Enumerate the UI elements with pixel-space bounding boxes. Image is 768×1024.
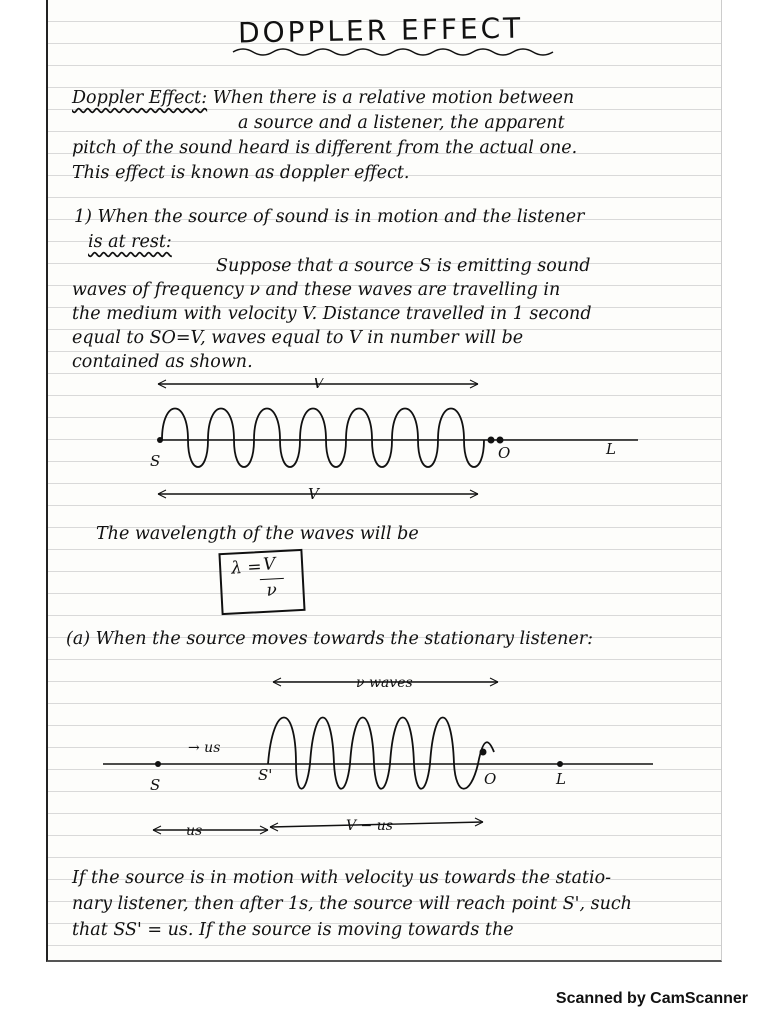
formula-denominator: ν [265, 580, 278, 601]
diagram2-point-l: L [556, 770, 566, 788]
diagram1-point-s: S [150, 452, 161, 470]
case1-line-5: the medium with velocity V. Distance travelled in 1 second [72, 304, 592, 324]
diagram1-bottom-label: V [308, 485, 319, 503]
diagram2-bottom-right: V − us [346, 818, 393, 834]
diagram2-point-s: S [150, 776, 161, 794]
closing-line-2: nary listener, then after 1s, the source will reach point S', such [72, 894, 632, 914]
diagram2-top-label: ν waves [356, 675, 413, 691]
diagram1-point-s-dot [157, 437, 163, 443]
scanner-watermark: Scanned by CamScanner [555, 990, 748, 1007]
diagram2-point-o: O [484, 770, 497, 788]
diagram2-arrow-label: → us [188, 740, 221, 756]
intro-line-3: pitch of the sound heard is different from the actual one. [72, 138, 578, 158]
diagram1-point-o: O [498, 444, 511, 462]
case1-line-3: Suppose that a source S is emitting sound [216, 256, 591, 276]
formula-lhs: λ = [230, 557, 263, 579]
page-title: DOPPLER EFFECT [237, 11, 524, 50]
wavelength-text: The wavelength of the waves will be [96, 524, 419, 544]
diagram2-point-s-dot [155, 761, 161, 767]
case-a-heading: (a) When the source moves towards the stationary listener: [66, 629, 594, 649]
formula-box [218, 549, 305, 615]
case1-line-4: waves of frequency ν and these waves are travelling in [72, 280, 561, 300]
formula-numerator: V [262, 554, 276, 575]
diagram2-bottom-left: us [186, 823, 203, 839]
title-underline [228, 44, 558, 56]
diagram1-point-l: L [606, 440, 616, 458]
intro-heading: Doppler Effect: [72, 88, 208, 108]
diagram2-point-s-prime: S' [258, 766, 273, 784]
diagram1-top-label: V [313, 378, 324, 392]
case1-line-1: 1) When the source of sound is in motion and the listener [74, 207, 585, 227]
notebook-page [46, 0, 722, 962]
intro-line-1 [72, 88, 574, 108]
intro-line-2: a source and a listener, the apparent [238, 113, 565, 133]
diagram1-point-o-dot [488, 437, 495, 444]
diagram2-point-o-dot [480, 749, 487, 756]
case1-line-7: contained as shown. [72, 352, 253, 372]
intro-line-1-text: When there is a relative motion between [212, 88, 575, 108]
case1-line-6: equal to SO=V, waves equal to V in number will be [72, 328, 524, 348]
wave-diagram-2 [98, 672, 658, 842]
closing-line-3: that SS' = us. If the source is moving towards the [72, 920, 514, 940]
wave-diagram-1 [148, 378, 668, 508]
case1-line-2: is at rest: [88, 232, 172, 252]
intro-line-4: This effect is known as doppler effect. [72, 163, 410, 183]
closing-line-1: If the source is in motion with velocity us towards the statio- [72, 868, 612, 888]
